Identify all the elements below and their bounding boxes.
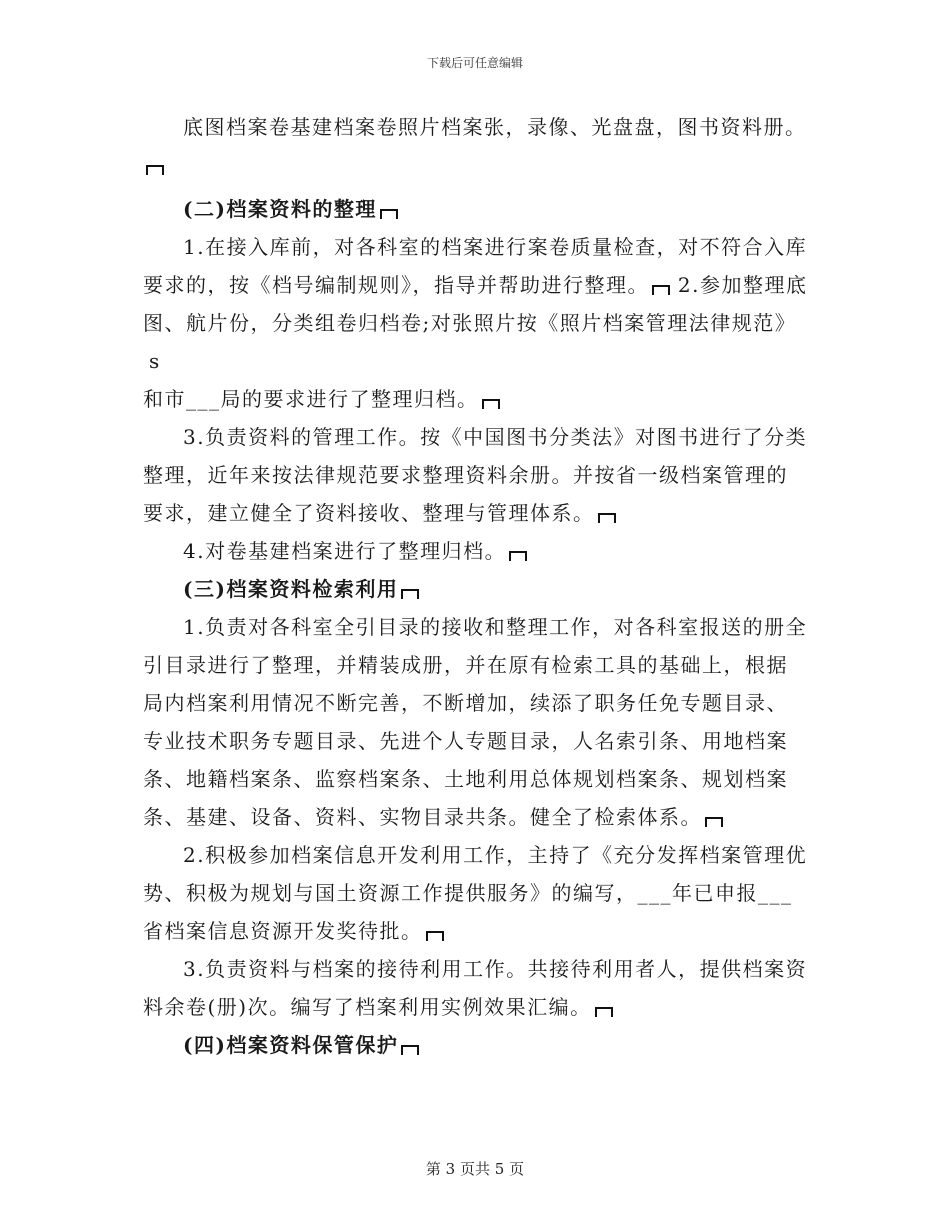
paragraph-5 <box>143 608 808 836</box>
paragraph-mark-icon <box>426 931 444 941</box>
paragraph-1 <box>143 108 808 184</box>
paragraph-mark-icon <box>652 285 670 295</box>
paragraph-2 <box>143 228 808 342</box>
section-heading-2-text: (二)档案资料的整理 <box>183 197 377 221</box>
paragraph-2c: s <box>149 349 161 373</box>
paragraph-2d <box>143 380 808 418</box>
paragraph-4 <box>143 532 808 570</box>
paragraph-mark-icon <box>401 1045 419 1055</box>
paragraph-mark-icon <box>482 399 500 409</box>
document-body <box>143 108 808 1064</box>
paragraph-mark-icon <box>146 165 164 175</box>
paragraph-mark-icon <box>401 589 419 599</box>
paragraph-7-text: 3.负责资料与档案的接待利用工作。共接待利用者人，提供档案资料余卷(册)次。编写了档案利用实例效果汇编。 <box>143 957 808 1019</box>
paragraph-7 <box>143 950 808 1026</box>
paragraph-2-text: 1.在接入库前，对各科室的档案进行案卷质量检查，对不符合入库要求的，按《档号编制规则》，指导并帮助进行整理。 <box>143 235 808 297</box>
section-heading-2 <box>143 190 808 228</box>
paragraph-6-text: 2.积极参加档案信息开发利用工作，主持了《充分发挥档案管理优势、积极为规划与国土资源工作提供服务》的编写，___年已申报___省档案信息资源开发奖待批。 <box>143 843 808 943</box>
paragraph-2b-text: 2.参加整理底图、航片份，分类组卷归档卷;对张照片按《照片档案管理法律规范》 <box>143 273 808 335</box>
paragraph-6 <box>143 836 808 950</box>
paragraph-mark-icon <box>705 817 723 827</box>
paragraph-1-text: 底图档案卷基建档案卷照片档案张，录像、光盘盘，图书资料册。 <box>183 115 807 139</box>
paragraph-3-text: 3.负责资料的管理工作。按《中国图书分类法》对图书进行了分类整理，近年来按法律规范要求整理资料余册。并按省一级档案管理的要求，建立健全了资料接收、整理与管理体系。 <box>143 425 808 525</box>
paragraph-mark-icon <box>595 1007 613 1017</box>
section-heading-4 <box>143 1026 808 1064</box>
paragraph-5-text: 1.负责对各科室全引目录的接收和整理工作，对各科室报送的册全引目录进行了整理，并精装成册，并在原有检索工具的基础上，根据局内档案利用情况不断完善，不断增加，续添了职务任免专题目录、专业技术职务专题目录、先进个人专题目录，人名索引条、用地档案条、地籍档案条、监察档案条、土地利用总体规划档案条、规划档案条、基建、设备、资料、实物目录共条。健全了检索体系。 <box>143 615 808 829</box>
section-heading-4-text: (四)档案资料保管保护 <box>183 1033 399 1057</box>
paragraph-3 <box>143 418 808 532</box>
paragraph-mark-icon <box>380 209 398 219</box>
page-footer: 第 3 页共 5 页 <box>425 1160 525 1178</box>
paragraph-2d-text: 和市___局的要求进行了整理归档。 <box>143 387 479 411</box>
paragraph-mark-icon <box>598 513 616 523</box>
paragraph-4-text: 4.对卷基建档案进行了整理归档。 <box>183 539 507 563</box>
section-heading-3-text: (三)档案资料检索利用 <box>183 577 399 601</box>
section-heading-3 <box>143 570 808 608</box>
page-header: 下载后可任意编辑 <box>426 56 523 70</box>
paragraph-mark-icon <box>509 551 527 561</box>
